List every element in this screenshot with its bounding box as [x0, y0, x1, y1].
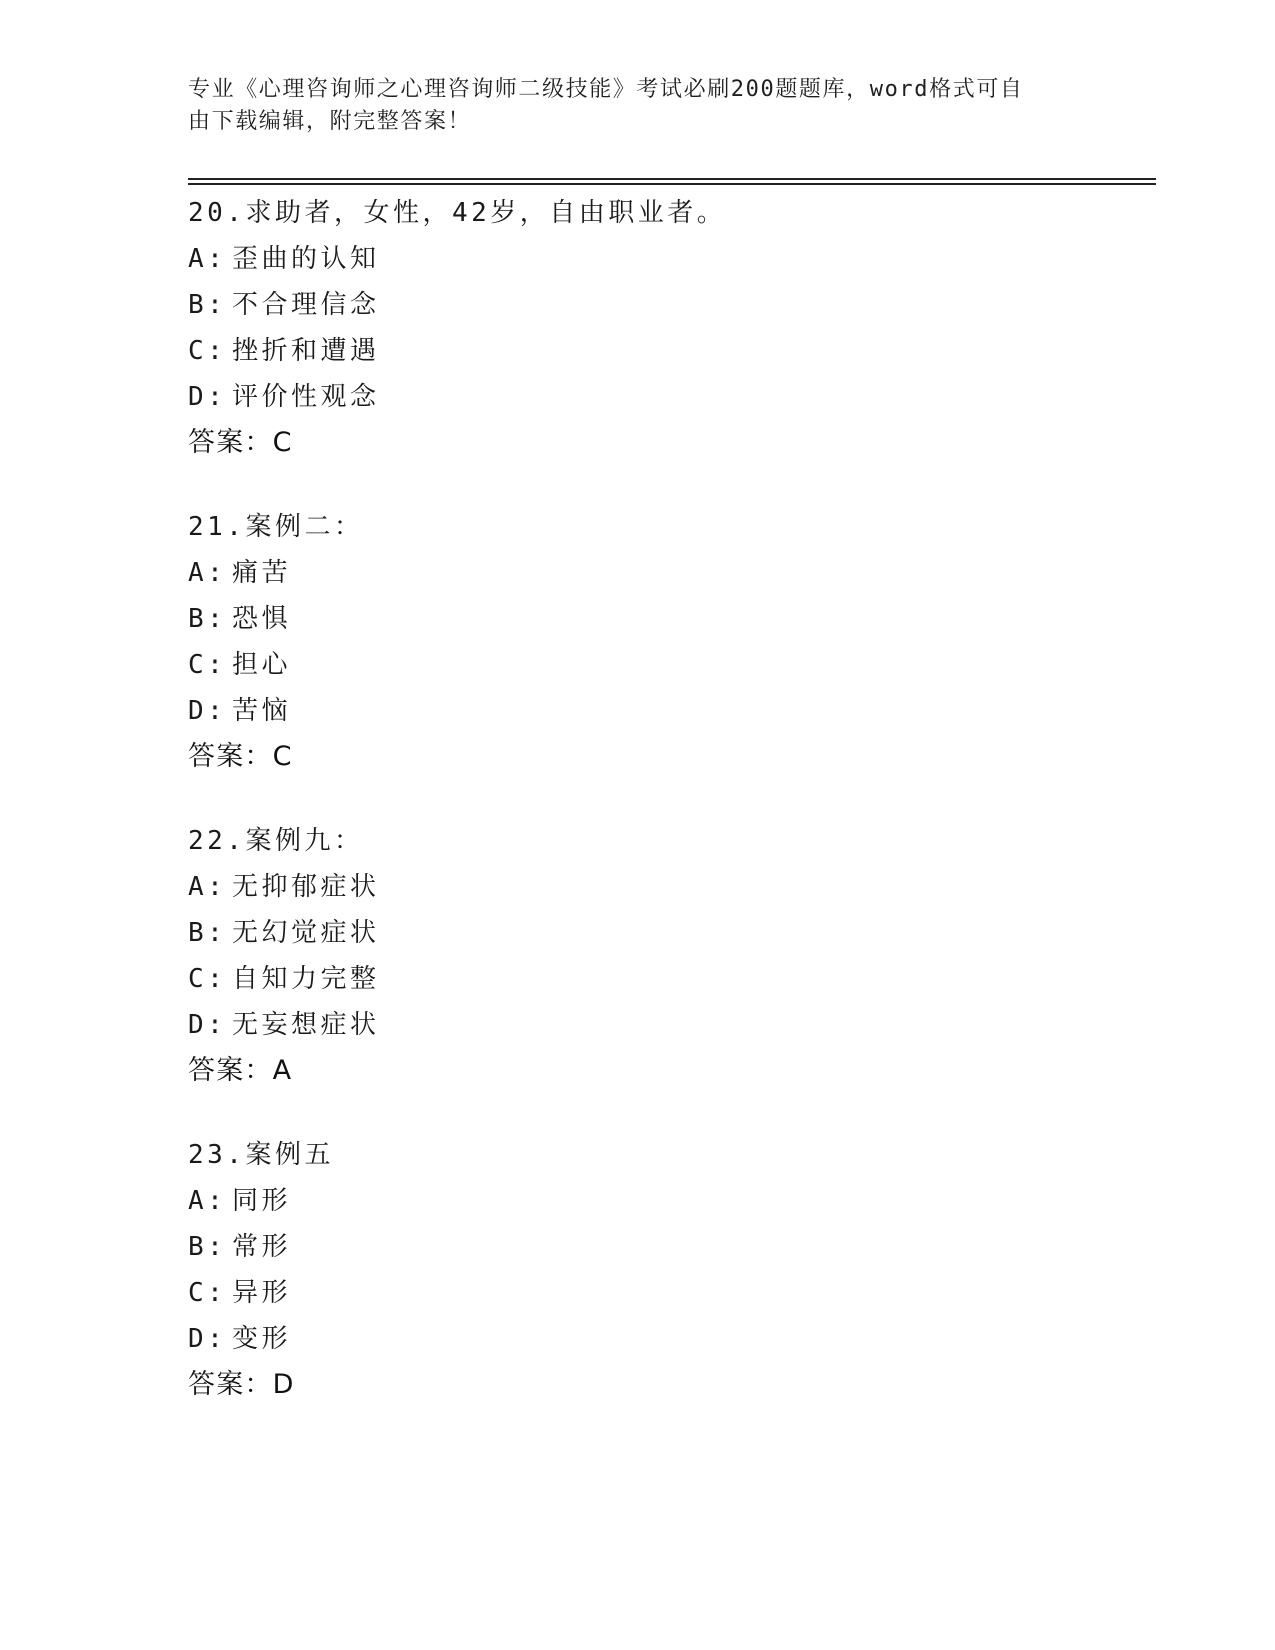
- option-a: [188, 1178, 1088, 1224]
- option-letter: A:: [188, 872, 227, 902]
- option-c: [188, 328, 1088, 374]
- option-a: [188, 550, 1088, 596]
- option-text: 挫折和遭遇: [232, 336, 380, 366]
- option-text: 苦恼: [232, 696, 292, 726]
- header-note-line-1: 专业《心理咨询师之心理咨询师二级技能》考试必刷200题题库，word格式可自: [188, 77, 1024, 102]
- option-letter: A:: [188, 1186, 227, 1216]
- option-letter: D:: [188, 382, 227, 412]
- option-letter: B:: [188, 290, 227, 320]
- question-stem: 20.求助者，女性，42岁，自由职业者。: [188, 198, 727, 228]
- option-text: 变形: [232, 1324, 292, 1354]
- option-b: [188, 596, 1088, 642]
- option-letter: D:: [188, 1324, 227, 1354]
- option-text: 痛苦: [232, 558, 292, 588]
- question-stem: 23.案例五: [188, 1140, 334, 1170]
- option-text: 评价性观念: [232, 382, 380, 412]
- question-list: [188, 190, 1088, 1408]
- answer-line: 答案：C: [188, 427, 293, 458]
- answer-line: 答案：D: [188, 1369, 295, 1400]
- option-text: 无抑郁症状: [232, 872, 380, 902]
- header-note: [188, 74, 1088, 138]
- option-letter: C:: [188, 650, 227, 680]
- header-note-line-2: 由下载编辑，附完整答案！: [188, 109, 472, 134]
- option-text: 无妄想症状: [232, 1010, 380, 1040]
- option-letter: C:: [188, 1278, 227, 1308]
- option-text: 恐惧: [232, 604, 292, 634]
- header-rule-top: [188, 178, 1156, 180]
- option-letter: B:: [188, 918, 227, 948]
- option-a: [188, 236, 1088, 282]
- option-letter: D:: [188, 696, 227, 726]
- option-d: [188, 688, 1088, 734]
- question-20: [188, 190, 1088, 466]
- option-c: [188, 956, 1088, 1002]
- option-b: [188, 910, 1088, 956]
- option-letter: D:: [188, 1010, 227, 1040]
- option-d: [188, 1316, 1088, 1362]
- option-letter: A:: [188, 558, 227, 588]
- option-c: [188, 1270, 1088, 1316]
- question-21: [188, 504, 1088, 780]
- option-a: [188, 864, 1088, 910]
- option-letter: C:: [188, 964, 227, 994]
- option-text: 无幻觉症状: [232, 918, 380, 948]
- answer-line: 答案：A: [188, 1055, 293, 1086]
- option-letter: A:: [188, 244, 227, 274]
- option-text: 常形: [232, 1232, 292, 1262]
- option-text: 不合理信念: [232, 290, 380, 320]
- option-letter: B:: [188, 1232, 227, 1262]
- option-c: [188, 642, 1088, 688]
- question-stem: 21.案例二：: [188, 512, 364, 542]
- option-text: 自知力完整: [232, 964, 380, 994]
- question-stem: 22.案例九：: [188, 826, 364, 856]
- option-text: 担心: [232, 650, 292, 680]
- question-22: [188, 818, 1088, 1094]
- option-letter: B:: [188, 604, 227, 634]
- header-rule-bottom: [188, 183, 1156, 185]
- option-b: [188, 282, 1088, 328]
- answer-line: 答案：C: [188, 741, 293, 772]
- option-b: [188, 1224, 1088, 1270]
- option-text: 歪曲的认知: [232, 244, 380, 274]
- option-d: [188, 1002, 1088, 1048]
- option-text: 异形: [232, 1278, 292, 1308]
- option-d: [188, 374, 1088, 420]
- question-23: [188, 1132, 1088, 1408]
- option-letter: C:: [188, 336, 227, 366]
- option-text: 同形: [232, 1186, 292, 1216]
